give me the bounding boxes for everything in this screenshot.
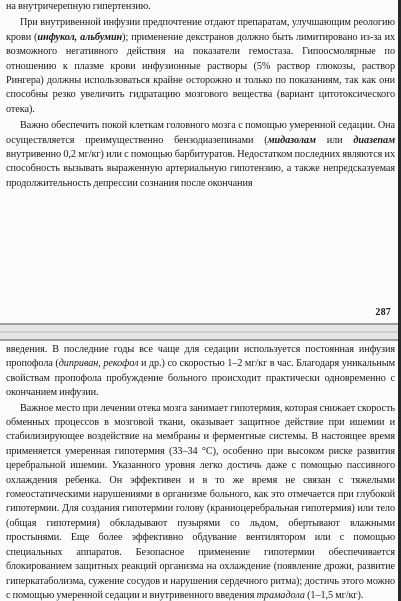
drug-name: диазепам xyxy=(353,134,395,146)
paragraph xyxy=(6,343,395,401)
text-run: Важно обеспечить покой клеткам головного мозга с помощью умеренной седации. Она осуществляется преимущественно бензодиазепинами ( xyxy=(6,120,395,146)
paragraph xyxy=(6,16,395,117)
drug-name: трамадола xyxy=(256,589,305,601)
text-run: Важное место при лечении отека мозга занимает гипотермия, которая снижает скорость обменных процессов в мозговой ткани, оказывает защитное действие при ишемии и стабилизирующее воздействие на мембраны и ферментные системы. В настоящее время применяется умеренная гипотермия (33–34 °С), особенно при высоком риске развития церебральной ишемии. Указанного уровня легко достичь даже с помощью пассивного охлаждения ребенка. Он эффективен и в то же время не связан с тяжелыми гомеостатическими нарушениями в организме больного, как это отмечается при глубокой гипотермии. Для создания гипотермии голову (краниоцеребральная гипотермия) или тело (общая гипотермия) обкладывают пузырями со льдом, обертывают влажными простынями. Еще более эффективно обдувание вентилятором или с помощью специальных аппаратов. Безопасное применение гипотермии обеспечивается блокированием защитных реакций организма на охлаждение (появление дрожи, развитие гиперкатаболизма, сужение сосудов и нарушения сердечного ритма); достичь этого можно с помощью умеренной седации и внутривенного введения xyxy=(6,402,395,601)
lower-page-text xyxy=(6,343,395,601)
paragraph xyxy=(6,119,395,191)
text-run: При внутривенной инфузии предпочтение отдают препаратам, улучшающим реологию крови ( xyxy=(6,17,395,43)
drug-name: диприван, рекофол xyxy=(58,358,139,370)
text-run: или xyxy=(315,134,354,146)
paragraph xyxy=(6,402,395,601)
text-run: внутривенно 0,2 мг/кг) или с помощью барбитуратов. Недостатком последних являются их способность вызывать выраженную артериальную гипотензию, а также непредсказуемая продолжительность депрессии сознания после окончания xyxy=(6,149,395,189)
upper-page-text xyxy=(6,0,395,191)
paragraph xyxy=(6,0,395,14)
drug-name: мидазолам xyxy=(267,134,316,146)
page-number: 287 xyxy=(375,307,391,318)
drug-name: инфукол, альбумин xyxy=(37,31,123,43)
text-run: и др.) со скоростью 1–2 мг/кг в час. Благодаря уникальным свойствам пропофола пробуждение больного происходит практически одновременно с окончанием инфузии. xyxy=(6,358,395,399)
page-divider xyxy=(0,323,401,341)
text-run: (1–1,5 мг/кг). xyxy=(304,589,364,601)
text-run: ); применение декстранов должно быть лимитировано из-за их возможного негативного действия на показатели гемостаза. Гипоосмолярные по отношению к плазме крови инфузионные растворы (5% раствор глюкозы, раствор Рингера) должны использоваться крайне осторожно и только по показаниям, так как они способны резко увеличить гидратацию мозгового вещества (вариант цитотоксического отека). xyxy=(6,31,396,115)
text-run: введения. В последние годы все чаще для седации используется постоянная инфузия пропофола ( xyxy=(6,344,395,370)
text-run: на внутричерепную гипертензию. xyxy=(6,1,151,12)
